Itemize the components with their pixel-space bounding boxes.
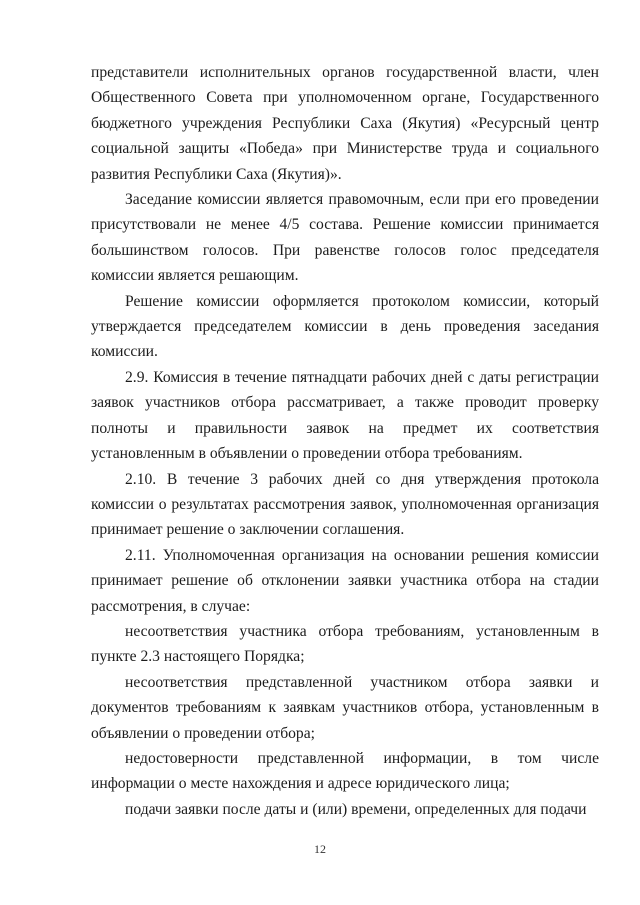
document-body — [91, 60, 599, 822]
paragraph-commission-members: представители исполнительных органов государственной власти, член Общественного Совета при уполномоченном органе, Государственного бюджетного учреждения Республики Саха (Якутия) «Ресурсный центр социальной защиты «Победа» при Министерстве труда и социального развития Республики Саха (Якутия)». — [91, 64, 599, 183]
paragraph-case-information: недостоверности представленной информации, в том числе информации о месте нахождения и адресе юридического лица; — [91, 749, 599, 793]
paragraph-2-11: 2.11. Уполномоченная организация на основании решения комиссии принимает решение об отклонении заявки участника отбора на стадии рассмотрения, в случае: — [91, 546, 599, 615]
page-number: 12 — [314, 842, 326, 856]
paragraph-protocol: Решение комиссии оформляется протоколом комиссии, который утверждается председателем комиссии в день проведения заседания комиссии. — [91, 292, 599, 361]
paragraph-quorum: Заседание комиссии является правомочным, если при его проведении присутствовали не менее 4/5 состава. Решение комиссии принимается большинством голосов. При равенстве голосов голос председателя комиссии является решающим. — [91, 191, 599, 285]
paragraph-2-9: 2.9. Комиссия в течение пятнадцати рабочих дней с даты регистрации заявок участников отбора рассматривает, а также проводит проверку полноты и правильности заявок на предмет их соответствия установленным в объявлении о проведении отбора требованиям. — [91, 368, 599, 463]
paragraph-case-participant: несоответствия участника отбора требованиям, установленным в пункте 2.3 настоящего Порядка; — [91, 622, 599, 666]
paragraph-case-documents: несоответствия представленной участником отбора заявки и документов требованиям к заявкам участников отбора, установленным в объявлении о проведении отбора; — [91, 673, 599, 742]
paragraph-2-10: 2.10. В течение 3 рабочих дней со дня утверждения протокола комиссии о результатах рассмотрения заявок, уполномоченная организация принимает решение о заключении соглашения. — [91, 470, 599, 539]
paragraph-case-late-submission: подачи заявки после даты и (или) времени, определенных для подачи — [125, 800, 587, 818]
